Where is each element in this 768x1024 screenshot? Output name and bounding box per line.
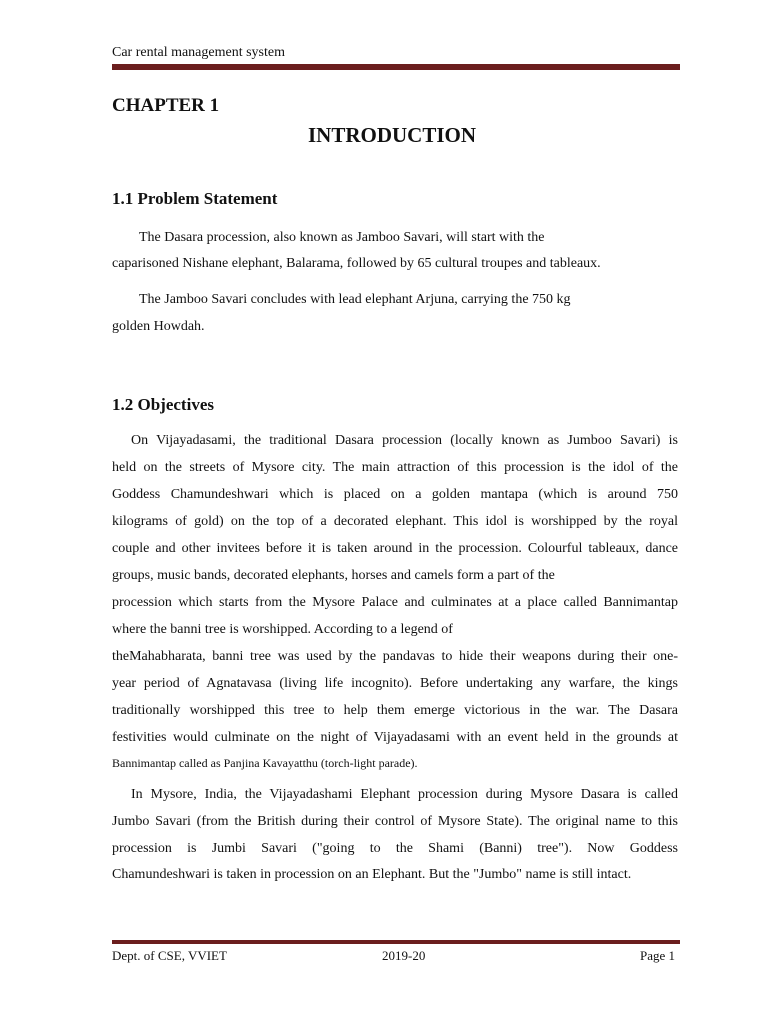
chapter-title: INTRODUCTION — [307, 123, 477, 147]
header-rule — [112, 64, 680, 70]
paragraph-line: couple and other invitees before it is taken around in the procession. Colourful tableaux, dance — [112, 541, 678, 556]
running-header: Car rental management system — [112, 45, 285, 60]
paragraph-line: procession is Jumbi Savari ("going to the Shami (Banni) tree"). Now Goddess — [112, 841, 678, 856]
paragraph-line: In Mysore, India, the Vijayadashami Elephant procession during Mysore Dasara is called — [131, 787, 678, 802]
paragraph-line: Goddess Chamundeshwari which is placed on a golden mantapa (which is around 750 — [112, 487, 678, 502]
paragraph-line: caparisoned Nishane elephant, Balarama, followed by 65 cultural troupes and tableaux. — [112, 256, 601, 271]
paragraph-line: held on the streets of Mysore city. The main attraction of this procession is the idol of the — [112, 460, 678, 475]
paragraph-line: kilograms of gold) on the top of a decorated elephant. This idol is worshipped by the royal — [112, 514, 678, 529]
footer-rule — [112, 940, 680, 944]
paragraph-line: procession which starts from the Mysore Palace and culminates at a place called Bannimantap — [112, 595, 678, 610]
paragraph-line: Bannimantap called as Panjina Kavayatthu (torch-light parade). — [112, 756, 418, 770]
paragraph-line: festivities would culminate on the night of Vijayadasami with an event held in the grounds at — [112, 730, 678, 745]
paragraph-line: year period of Agnatavasa (living life incognito). Before undertaking any warfare, the kings — [112, 676, 678, 691]
paragraph-line: The Jamboo Savari concludes with lead elephant Arjuna, carrying the 750 kg — [139, 292, 571, 307]
footer-department: Dept. of CSE, VVIET — [112, 948, 227, 963]
paragraph-line: groups, music bands, decorated elephants, horses and camels form a part of the — [112, 568, 555, 583]
paragraph-line: traditionally worshipped this tree to help them emerge victorious in the war. The Dasara — [112, 703, 678, 718]
paragraph-line: where the banni tree is worshipped. According to a legend of — [112, 622, 453, 637]
section-heading-objectives: 1.2 Objectives — [112, 395, 214, 414]
paragraph-line: theMahabharata, banni tree was used by the pandavas to hide their weapons during their one- — [112, 649, 678, 664]
paragraph-line: The Dasara procession, also known as Jamboo Savari, will start with the — [139, 230, 545, 245]
footer-page-number: Page 1 — [640, 948, 676, 963]
footer-year: 2019-20 — [382, 948, 426, 963]
paragraph-line: On Vijayadasami, the traditional Dasara procession (locally known as Jumboo Savari) is — [131, 433, 678, 448]
paragraph-line: golden Howdah. — [112, 319, 205, 334]
paragraph-line: Jumbo Savari (from the British during their control of Mysore State). The original name to this — [112, 814, 678, 829]
section-heading-problem-statement: 1.1 Problem Statement — [112, 189, 278, 208]
paragraph-line: Chamundeshwari is taken in procession on an Elephant. But the "Jumbo" name is still intact. — [112, 867, 632, 882]
chapter-label: CHAPTER 1 — [112, 95, 220, 116]
